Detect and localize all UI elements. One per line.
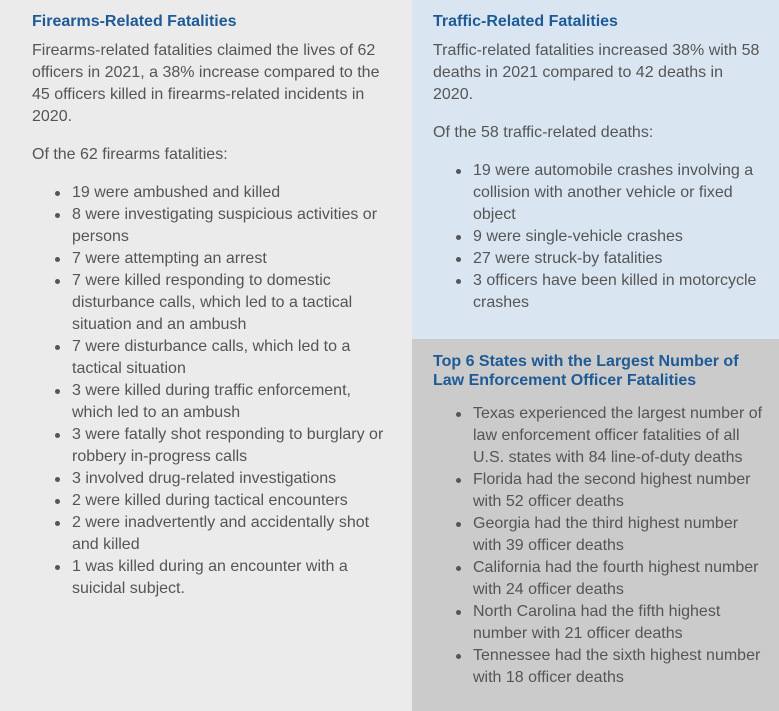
list-item: 3 involved drug-related investigations	[32, 468, 384, 490]
list-item: 2 were killed during tactical encounters	[32, 490, 384, 512]
list-item: Tennessee had the sixth highest number with 18 officer deaths	[433, 645, 763, 689]
list-item: 8 were investigating suspicious activities or persons	[32, 204, 384, 248]
list-item: 9 were single-vehicle crashes	[433, 226, 761, 248]
list-item: Florida had the second highest number with 52 officer deaths	[433, 469, 763, 513]
firearms-lead: Of the 62 firearms fatalities:	[32, 146, 228, 163]
list-item: 7 were attempting an arrest	[32, 248, 384, 270]
list-item: 2 were inadvertently and accidentally shot and killed	[32, 512, 384, 556]
states-panel	[412, 339, 779, 711]
list-item: Georgia had the third highest number with 39 officer deaths	[433, 513, 763, 557]
list-item: California had the fourth highest number with 24 officer deaths	[433, 557, 763, 601]
list-item: 3 officers have been killed in motorcycle crashes	[433, 270, 761, 314]
list-item: 27 were struck-by fatalities	[433, 248, 761, 270]
list-item: 19 were ambushed and killed	[32, 182, 384, 204]
traffic-intro: Traffic-related fatalities increased 38% with 58 deaths in 2021 compared to 42 deaths in 2020.	[433, 42, 760, 103]
list-item: 7 were disturbance calls, which led to a tactical situation	[32, 336, 384, 380]
traffic-lead: Of the 58 traffic-related deaths:	[433, 124, 654, 141]
list-item: North Carolina had the fifth highest number with 21 officer deaths	[433, 601, 763, 645]
traffic-heading: Traffic-Related Fatalities	[433, 13, 618, 30]
states-list	[433, 403, 763, 689]
list-item: 3 were fatally shot responding to burglary or robbery in-progress calls	[32, 424, 384, 468]
traffic-panel	[412, 0, 779, 339]
states-heading: Top 6 States with the Largest Number of Law Enforcement Officer Fatalities	[433, 353, 739, 389]
list-item: 1 was killed during an encounter with a suicidal subject.	[32, 556, 384, 600]
traffic-list	[433, 160, 761, 314]
firearms-intro: Firearms-related fatalities claimed the lives of 62 officers in 2021, a 38% increase compared to the 45 officers killed in firearms-related incidents in 2020.	[32, 42, 380, 125]
list-item: Texas experienced the largest number of law enforcement officer fatalities of all U.S. states with 84 line-of-duty deaths	[433, 403, 763, 469]
list-item: 19 were automobile crashes involving a collision with another vehicle or fixed object	[433, 160, 761, 226]
list-item: 7 were killed responding to domestic disturbance calls, which led to a tactical situation and an ambush	[32, 270, 384, 336]
firearms-heading: Firearms-Related Fatalities	[32, 13, 237, 30]
firearms-list	[32, 182, 384, 600]
list-item: 3 were killed during traffic enforcement, which led to an ambush	[32, 380, 384, 424]
